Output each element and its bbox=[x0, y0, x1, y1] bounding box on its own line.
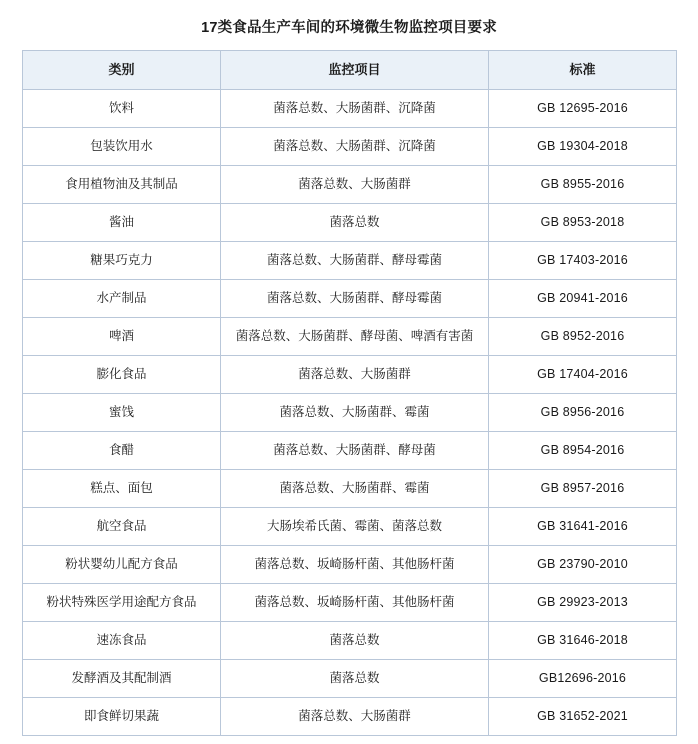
cell-standard: GB 17404-2016 bbox=[489, 356, 677, 394]
table-row bbox=[23, 90, 677, 128]
cell-category: 饮料 bbox=[23, 90, 221, 128]
cell-monitoring-items: 菌落总数、大肠菌群 bbox=[221, 698, 489, 736]
cell-monitoring-items: 菌落总数、大肠菌群、沉降菌 bbox=[221, 90, 489, 128]
cell-category: 膨化食品 bbox=[23, 356, 221, 394]
cell-category: 发酵酒及其配制酒 bbox=[23, 660, 221, 698]
cell-standard: GB 31652-2021 bbox=[489, 698, 677, 736]
table-row bbox=[23, 204, 677, 242]
cell-standard: GB 8955-2016 bbox=[489, 166, 677, 204]
column-header-standard: 标准 bbox=[489, 51, 677, 90]
cell-monitoring-items: 菌落总数 bbox=[221, 204, 489, 242]
cell-standard: GB 31641-2016 bbox=[489, 508, 677, 546]
cell-monitoring-items: 菌落总数、大肠菌群、霉菌 bbox=[221, 394, 489, 432]
table-body bbox=[23, 90, 677, 736]
cell-standard: GB12696-2016 bbox=[489, 660, 677, 698]
table-row bbox=[23, 470, 677, 508]
cell-category: 酱油 bbox=[23, 204, 221, 242]
cell-standard: GB 8952-2016 bbox=[489, 318, 677, 356]
table-row bbox=[23, 622, 677, 660]
table-row bbox=[23, 242, 677, 280]
cell-standard: GB 23790-2010 bbox=[489, 546, 677, 584]
cell-monitoring-items: 菌落总数、坂崎肠杆菌、其他肠杆菌 bbox=[221, 546, 489, 584]
cell-standard: GB 12695-2016 bbox=[489, 90, 677, 128]
cell-category: 水产制品 bbox=[23, 280, 221, 318]
cell-category: 包装饮用水 bbox=[23, 128, 221, 166]
table-row bbox=[23, 280, 677, 318]
cell-standard: GB 8954-2016 bbox=[489, 432, 677, 470]
cell-standard: GB 29923-2013 bbox=[489, 584, 677, 622]
cell-standard: GB 20941-2016 bbox=[489, 280, 677, 318]
table-row bbox=[23, 318, 677, 356]
cell-monitoring-items: 大肠埃希氏菌、霉菌、菌落总数 bbox=[221, 508, 489, 546]
table-header bbox=[23, 51, 677, 90]
table-row bbox=[23, 508, 677, 546]
cell-monitoring-items: 菌落总数、大肠菌群、酵母霉菌 bbox=[221, 280, 489, 318]
cell-standard: GB 8956-2016 bbox=[489, 394, 677, 432]
table-row bbox=[23, 546, 677, 584]
table-row bbox=[23, 660, 677, 698]
table-row bbox=[23, 432, 677, 470]
cell-monitoring-items: 菌落总数、大肠菌群、酵母霉菌 bbox=[221, 242, 489, 280]
cell-monitoring-items: 菌落总数 bbox=[221, 622, 489, 660]
cell-category: 食用植物油及其制品 bbox=[23, 166, 221, 204]
cell-category: 食醋 bbox=[23, 432, 221, 470]
table-row bbox=[23, 394, 677, 432]
cell-standard: GB 19304-2018 bbox=[489, 128, 677, 166]
cell-standard: GB 8957-2016 bbox=[489, 470, 677, 508]
cell-category: 粉状婴幼儿配方食品 bbox=[23, 546, 221, 584]
table-row bbox=[23, 128, 677, 166]
cell-monitoring-items: 菌落总数、大肠菌群 bbox=[221, 166, 489, 204]
cell-monitoring-items: 菌落总数、大肠菌群、酵母菌、啤酒有害菌 bbox=[221, 318, 489, 356]
cell-monitoring-items: 菌落总数 bbox=[221, 660, 489, 698]
table-row bbox=[23, 698, 677, 736]
cell-category: 糖果巧克力 bbox=[23, 242, 221, 280]
cell-category: 蜜饯 bbox=[23, 394, 221, 432]
table-row bbox=[23, 166, 677, 204]
cell-monitoring-items: 菌落总数、大肠菌群、酵母菌 bbox=[221, 432, 489, 470]
cell-monitoring-items: 菌落总数、大肠菌群 bbox=[221, 356, 489, 394]
cell-category: 速冻食品 bbox=[23, 622, 221, 660]
cell-category: 粉状特殊医学用途配方食品 bbox=[23, 584, 221, 622]
page-title: 17类食品生产车间的环境微生物监控项目要求 bbox=[201, 20, 497, 36]
cell-category: 航空食品 bbox=[23, 508, 221, 546]
cell-monitoring-items: 菌落总数、坂崎肠杆菌、其他肠杆菌 bbox=[221, 584, 489, 622]
table-container bbox=[0, 50, 698, 736]
column-header-monitoring-items: 监控项目 bbox=[221, 51, 489, 90]
cell-monitoring-items: 菌落总数、大肠菌群、沉降菌 bbox=[221, 128, 489, 166]
cell-standard: GB 8953-2018 bbox=[489, 204, 677, 242]
table-row bbox=[23, 356, 677, 394]
cell-category: 啤酒 bbox=[23, 318, 221, 356]
cell-monitoring-items: 菌落总数、大肠菌群、霉菌 bbox=[221, 470, 489, 508]
cell-category: 糕点、面包 bbox=[23, 470, 221, 508]
cell-standard: GB 17403-2016 bbox=[489, 242, 677, 280]
table-header-row bbox=[23, 51, 677, 90]
cell-standard: GB 31646-2018 bbox=[489, 622, 677, 660]
column-header-category: 类别 bbox=[23, 51, 221, 90]
cell-category: 即食鲜切果蔬 bbox=[23, 698, 221, 736]
requirements-table bbox=[22, 50, 677, 736]
table-row bbox=[23, 584, 677, 622]
